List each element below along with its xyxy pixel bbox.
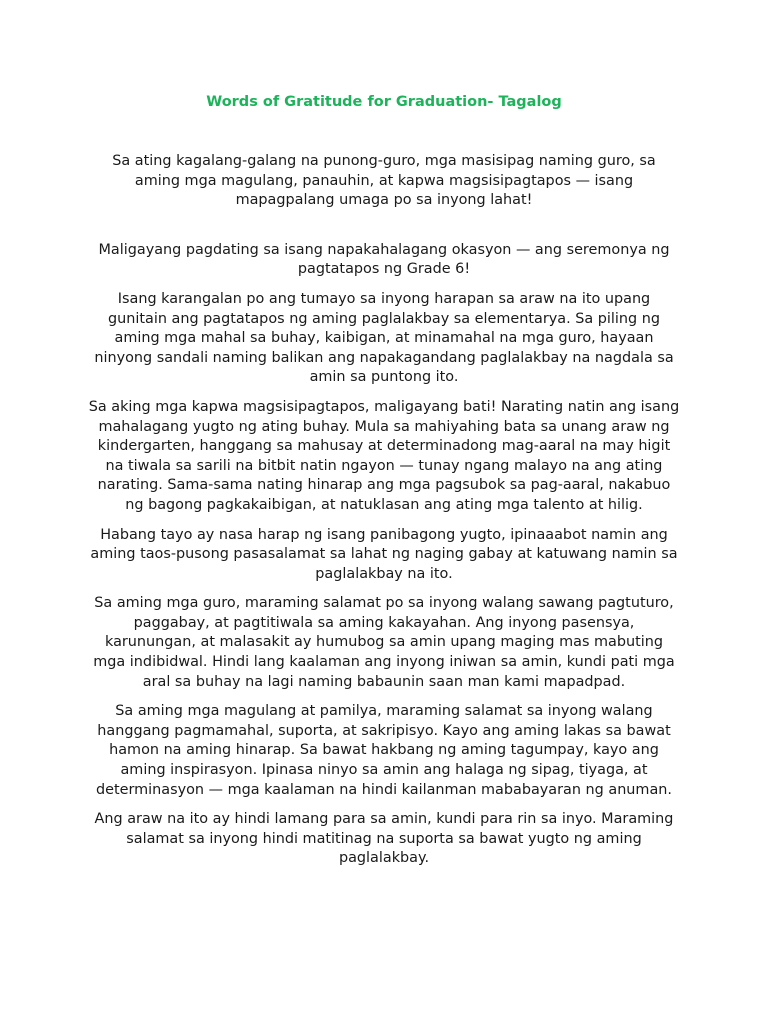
paragraph-closing: Ang araw na ito ay hindi lamang para sa amin, kundi para rin sa inyo. Maraming salamat sa inyong hindi matitinag na suporta sa bawat yugto ng aming paglalakbay. — [94, 811, 674, 867]
paragraph-teachers: Sa aming mga guro, maraming salamat po sa inyong walang sawang pagtuturo, paggabay, at pagtitiwala sa aming kakayahan. Ang inyong pasensya, karunungan, at malasakit ay humubog sa amin upang maging mas mabuting mga indibidwal. Hindi lang kaalaman ang inyong iniwan sa amin, kundi pati mga aral sa buhay na lagi naming babaunin saan man kami mapadpad. — [93, 595, 675, 690]
paragraph-greeting: Sa ating kagalang-galang na punong-guro, mga masisipag naming guro, sa aming mga magulang, panauhin, at kapwa magsisipagtapos — isang mapagpalang umaga po sa inyong lahat! — [112, 153, 656, 209]
document-body — [88, 152, 680, 879]
document-title: Words of Gratitude for Graduation- Tagalog — [206, 94, 562, 110]
paragraph-classmates: Sa aking mga kapwa magsisipagtapos, maligayang bati! Narating natin ang isang mahalagang yugto ng ating buhay. Mula sa mahiyahing bata sa unang araw ng kindergarten, hanggang sa mahusay at determinadong mag-aaral na may higit na tiwala sa sarili na bitbit natin ngayon — tunay ngang malayo na ang ating narating. Sama-sama nating hinarap ang mga pagsubok sa pag-aaral, nakabuo ng bagong pagkakaibigan, at natuklasan ang ating mga talento at hilig. — [88, 398, 680, 513]
paragraph-gratitude: Habang tayo ay nasa harap ng isang panibagong yugto, ipinaaabot namin ang aming taos-pusong pasasalamat sa lahat ng naging gabay at katuwang namin sa paglalakbay na ito. — [90, 526, 678, 582]
paragraph-welcome: Maligayang pagdating sa isang napakahalagang okasyon — ang seremonya ng pagtatapos ng Grade 6! — [98, 241, 670, 278]
paragraph-parents: Sa aming mga magulang at pamilya, maraming salamat sa inyong walang hanggang pagmamahal, suporta, at sakripisyo. Kayo ang aming lakas sa bawat hamon na aming hinarap. Sa bawat hakbang ng aming tagumpay, kayo ang aming inspirasyon. Ipinasa ninyo sa amin ang halaga ng sipag, tiyaga, at determinasyon — mga kaalaman na hindi kailanman mababayaran ng anuman. — [96, 703, 672, 798]
paragraph-honor: Isang karangalan po ang tumayo sa inyong harapan sa araw na ito upang gunitain ang pagtatapos ng aming paglalakbay sa elementarya. Sa piling ng aming mga mahal sa buhay, kaibigan, at minamahal na mga guro, hayaan ninyong sandali naming balikan ang napakagandang paglalakbay na nagdala sa amin sa puntong ito. — [94, 290, 674, 386]
